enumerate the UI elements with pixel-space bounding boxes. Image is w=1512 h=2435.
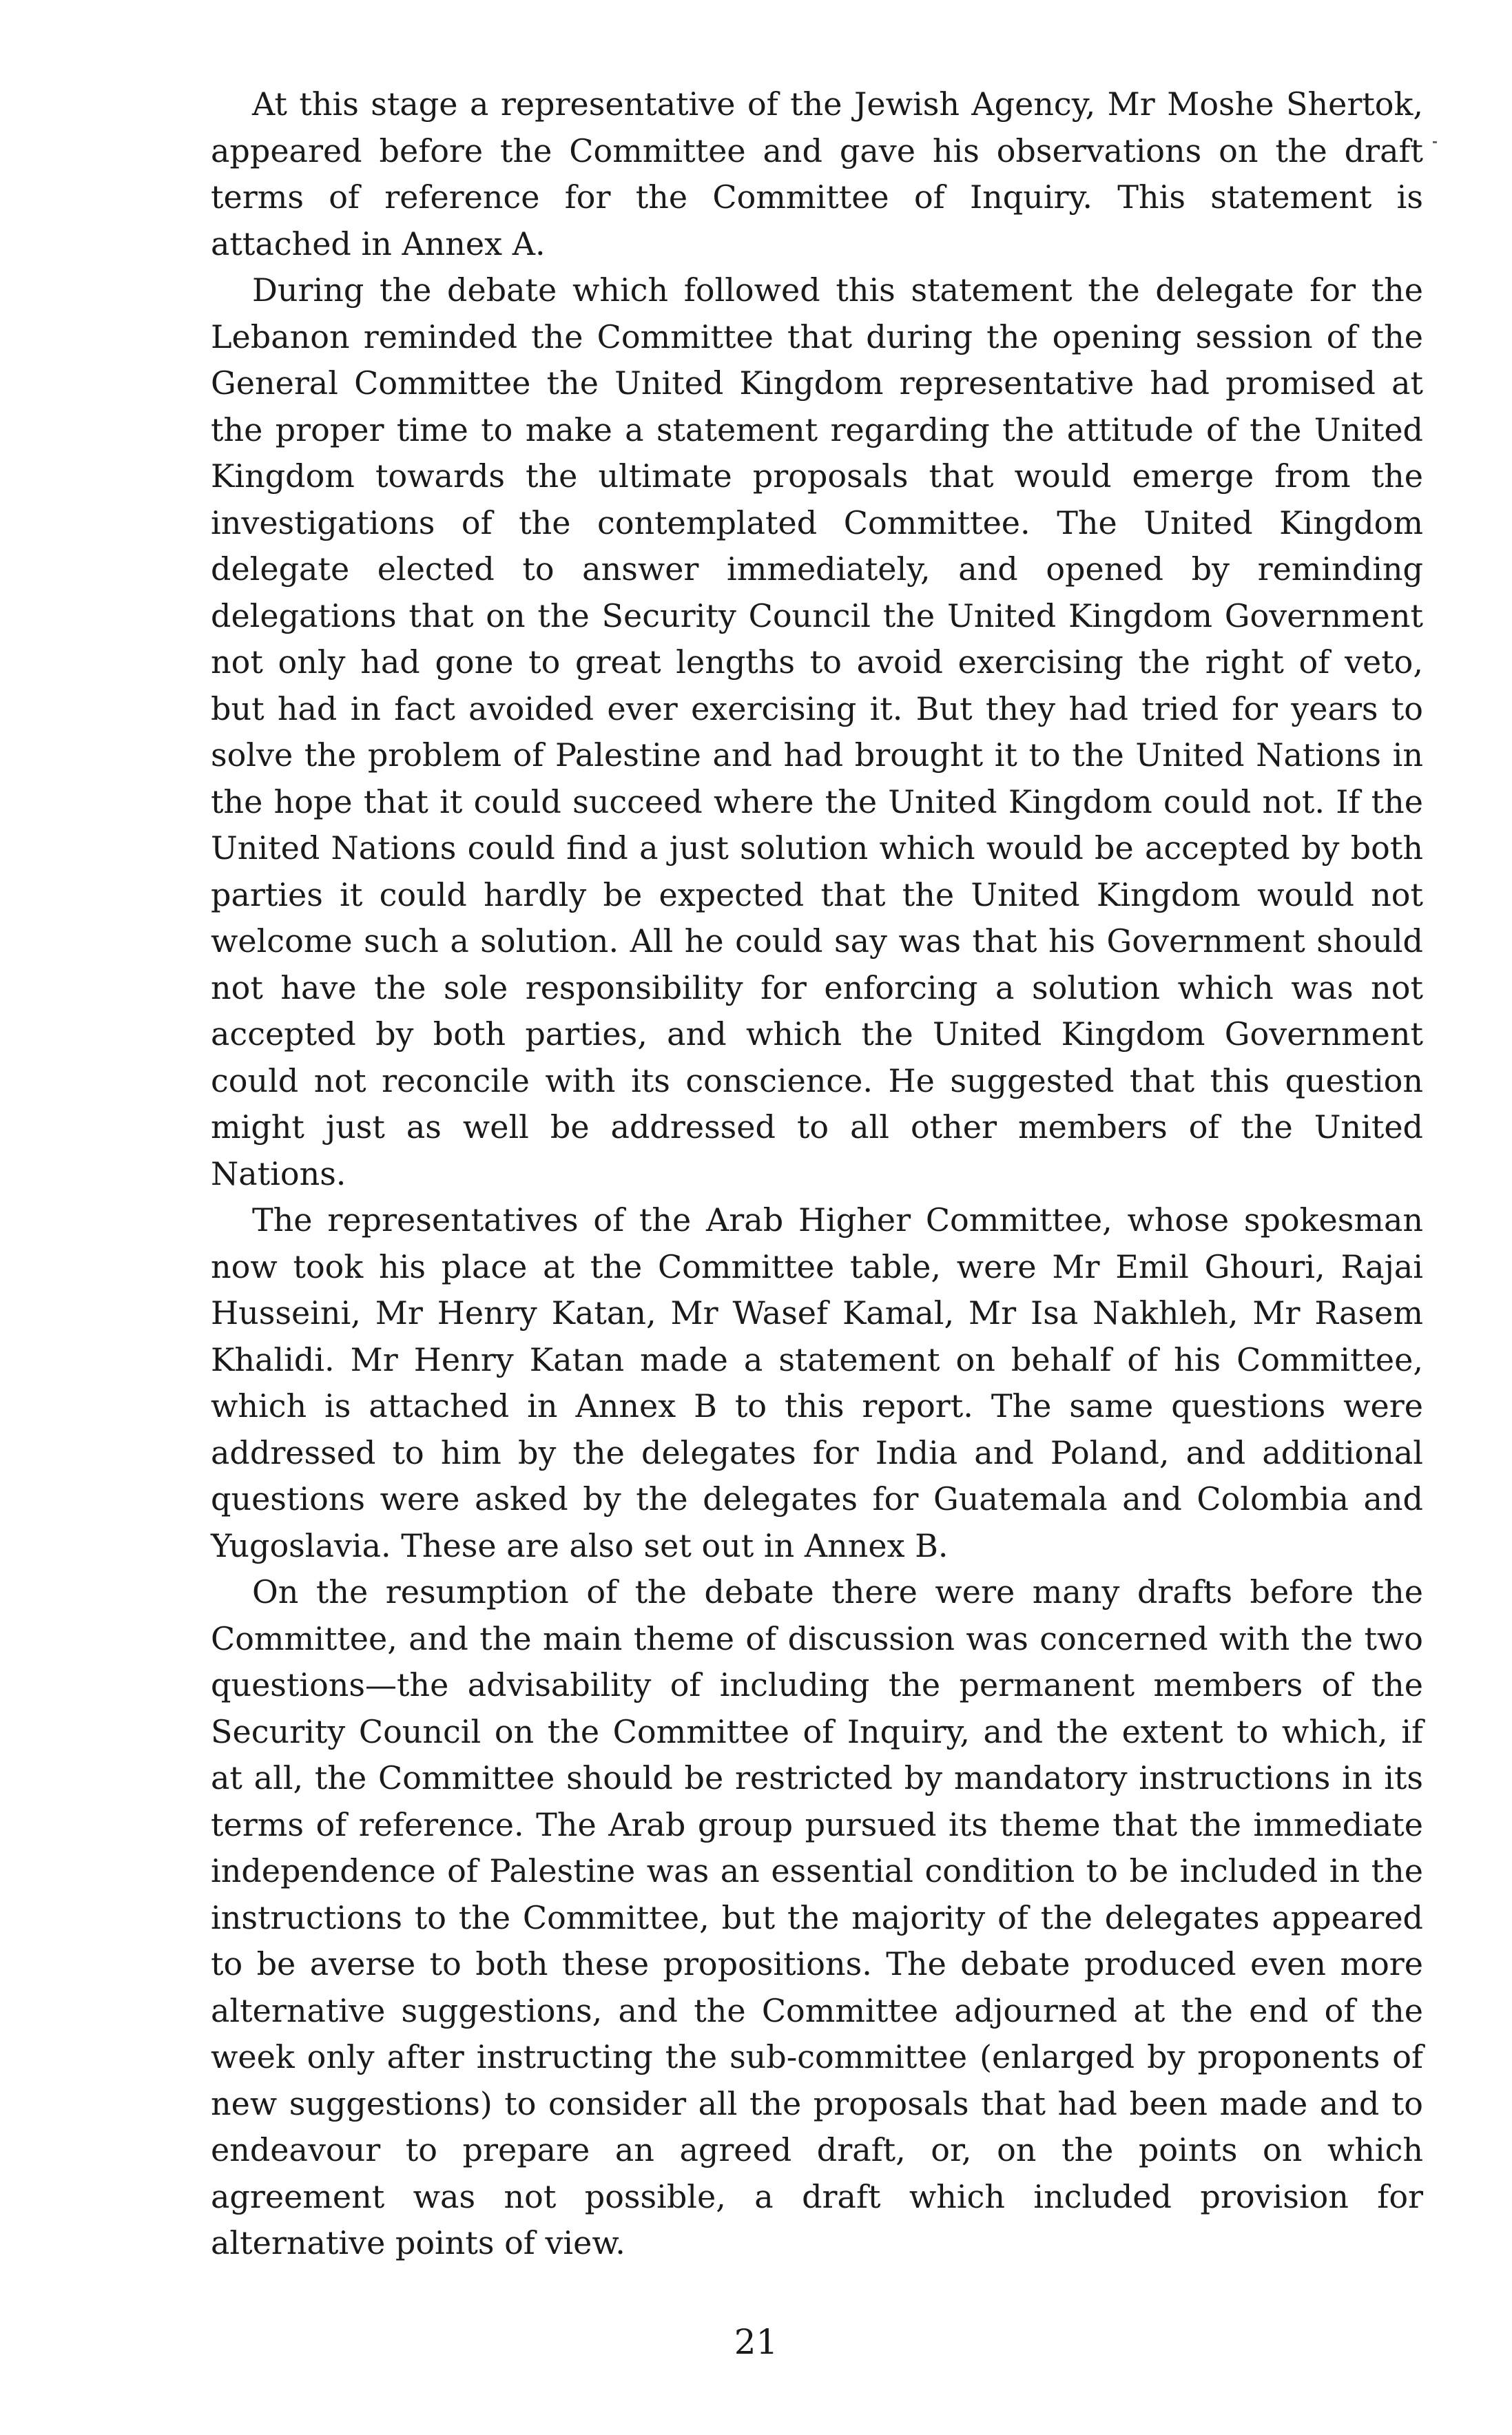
body-text	[211, 81, 1423, 2267]
paragraph-arab-higher-committee: The representatives of the Arab Higher Committee, whose spokesman now took his place at the Committee table, were Mr Emil Ghouri, Rajai Husseini, Mr Henry Katan, Mr Wasef Kamal, Mr Isa Nakhleh, Mr Rasem Khalidi. Mr Henry Katan made a statement on behalf of his Committee, which is attached in Annex B to this report. The same questions were addressed to him by the delegates for India and Poland, and additional questions were asked by the delegates for Guatemala and Colombia and Yugoslavia. These are also set out in Annex B.	[211, 1201, 1423, 1564]
page-number: 21	[734, 2322, 778, 2362]
paragraph-resumption-of-debate: On the resumption of the debate there were many drafts before the Committee, and the main theme of discussion was concerned with the two questions—the advisability of including the permanent members of the Security Council on the Committee of Inquiry, and the extent to which, if at all, the Committee should be restricted by mandatory instructions in its terms of reference. The Arab group pursued its theme that the immediate independence of Palestine was an essential condition to be included in the instructions to the Committee, but the majority of the delegates appeared to be averse to both these propositions. The debate produced even more alternative suggestions, and the Committee adjourned at the end of the week only after instructing the sub-committee (enlarged by proponents of new suggestions) to consider all the proposals that had been made and to endeavour to prepare an agreed draft, or, on the points on which agreement was not possible, a draft which included provision for alternative points of view.	[211, 1573, 1423, 2261]
paragraph-shertok-statement: At this stage a representative of the Jewish Agency, Mr Moshe Shertok, appeared before the Committee and gave his observations on the draft terms of reference for the Committee of Inquiry. This statement is attached in Annex A.	[211, 85, 1423, 262]
margin-mark	[1433, 141, 1437, 143]
paragraph-uk-delegate-response: During the debate which followed this statement the delegate for the Lebanon reminded the Committee that during the opening session of the General Committee the United Kingdom representative had promised at the proper time to make a statement regarding the attitude of the United Kingdom towards the ultimate proposals that would emerge from the investigations of the contemplated Committee. The United Kingdom delegate elected to answer immediately, and opened by reminding delegations that on the Security Council the United Kingdom Government not only had gone to great lengths to avoid exercising the right of veto, but had in fact avoided ever exercising it. But they had tried for years to solve the problem of Palestine and had brought it to the United Nations in the hope that it could succeed where the United Kingdom could not. If the United Nations could find a just solution which would be accepted by both parties it could hardly be expected that the United Kingdom would not welcome such a solution. All he could say was that his Government should not have the sole responsibility for enforcing a solution which was not accepted by both parties, and which the United Kingdom Government could not reconcile with its conscience. He suggested that this question might just as well be addressed to all other members of the United Nations.	[211, 271, 1423, 1192]
